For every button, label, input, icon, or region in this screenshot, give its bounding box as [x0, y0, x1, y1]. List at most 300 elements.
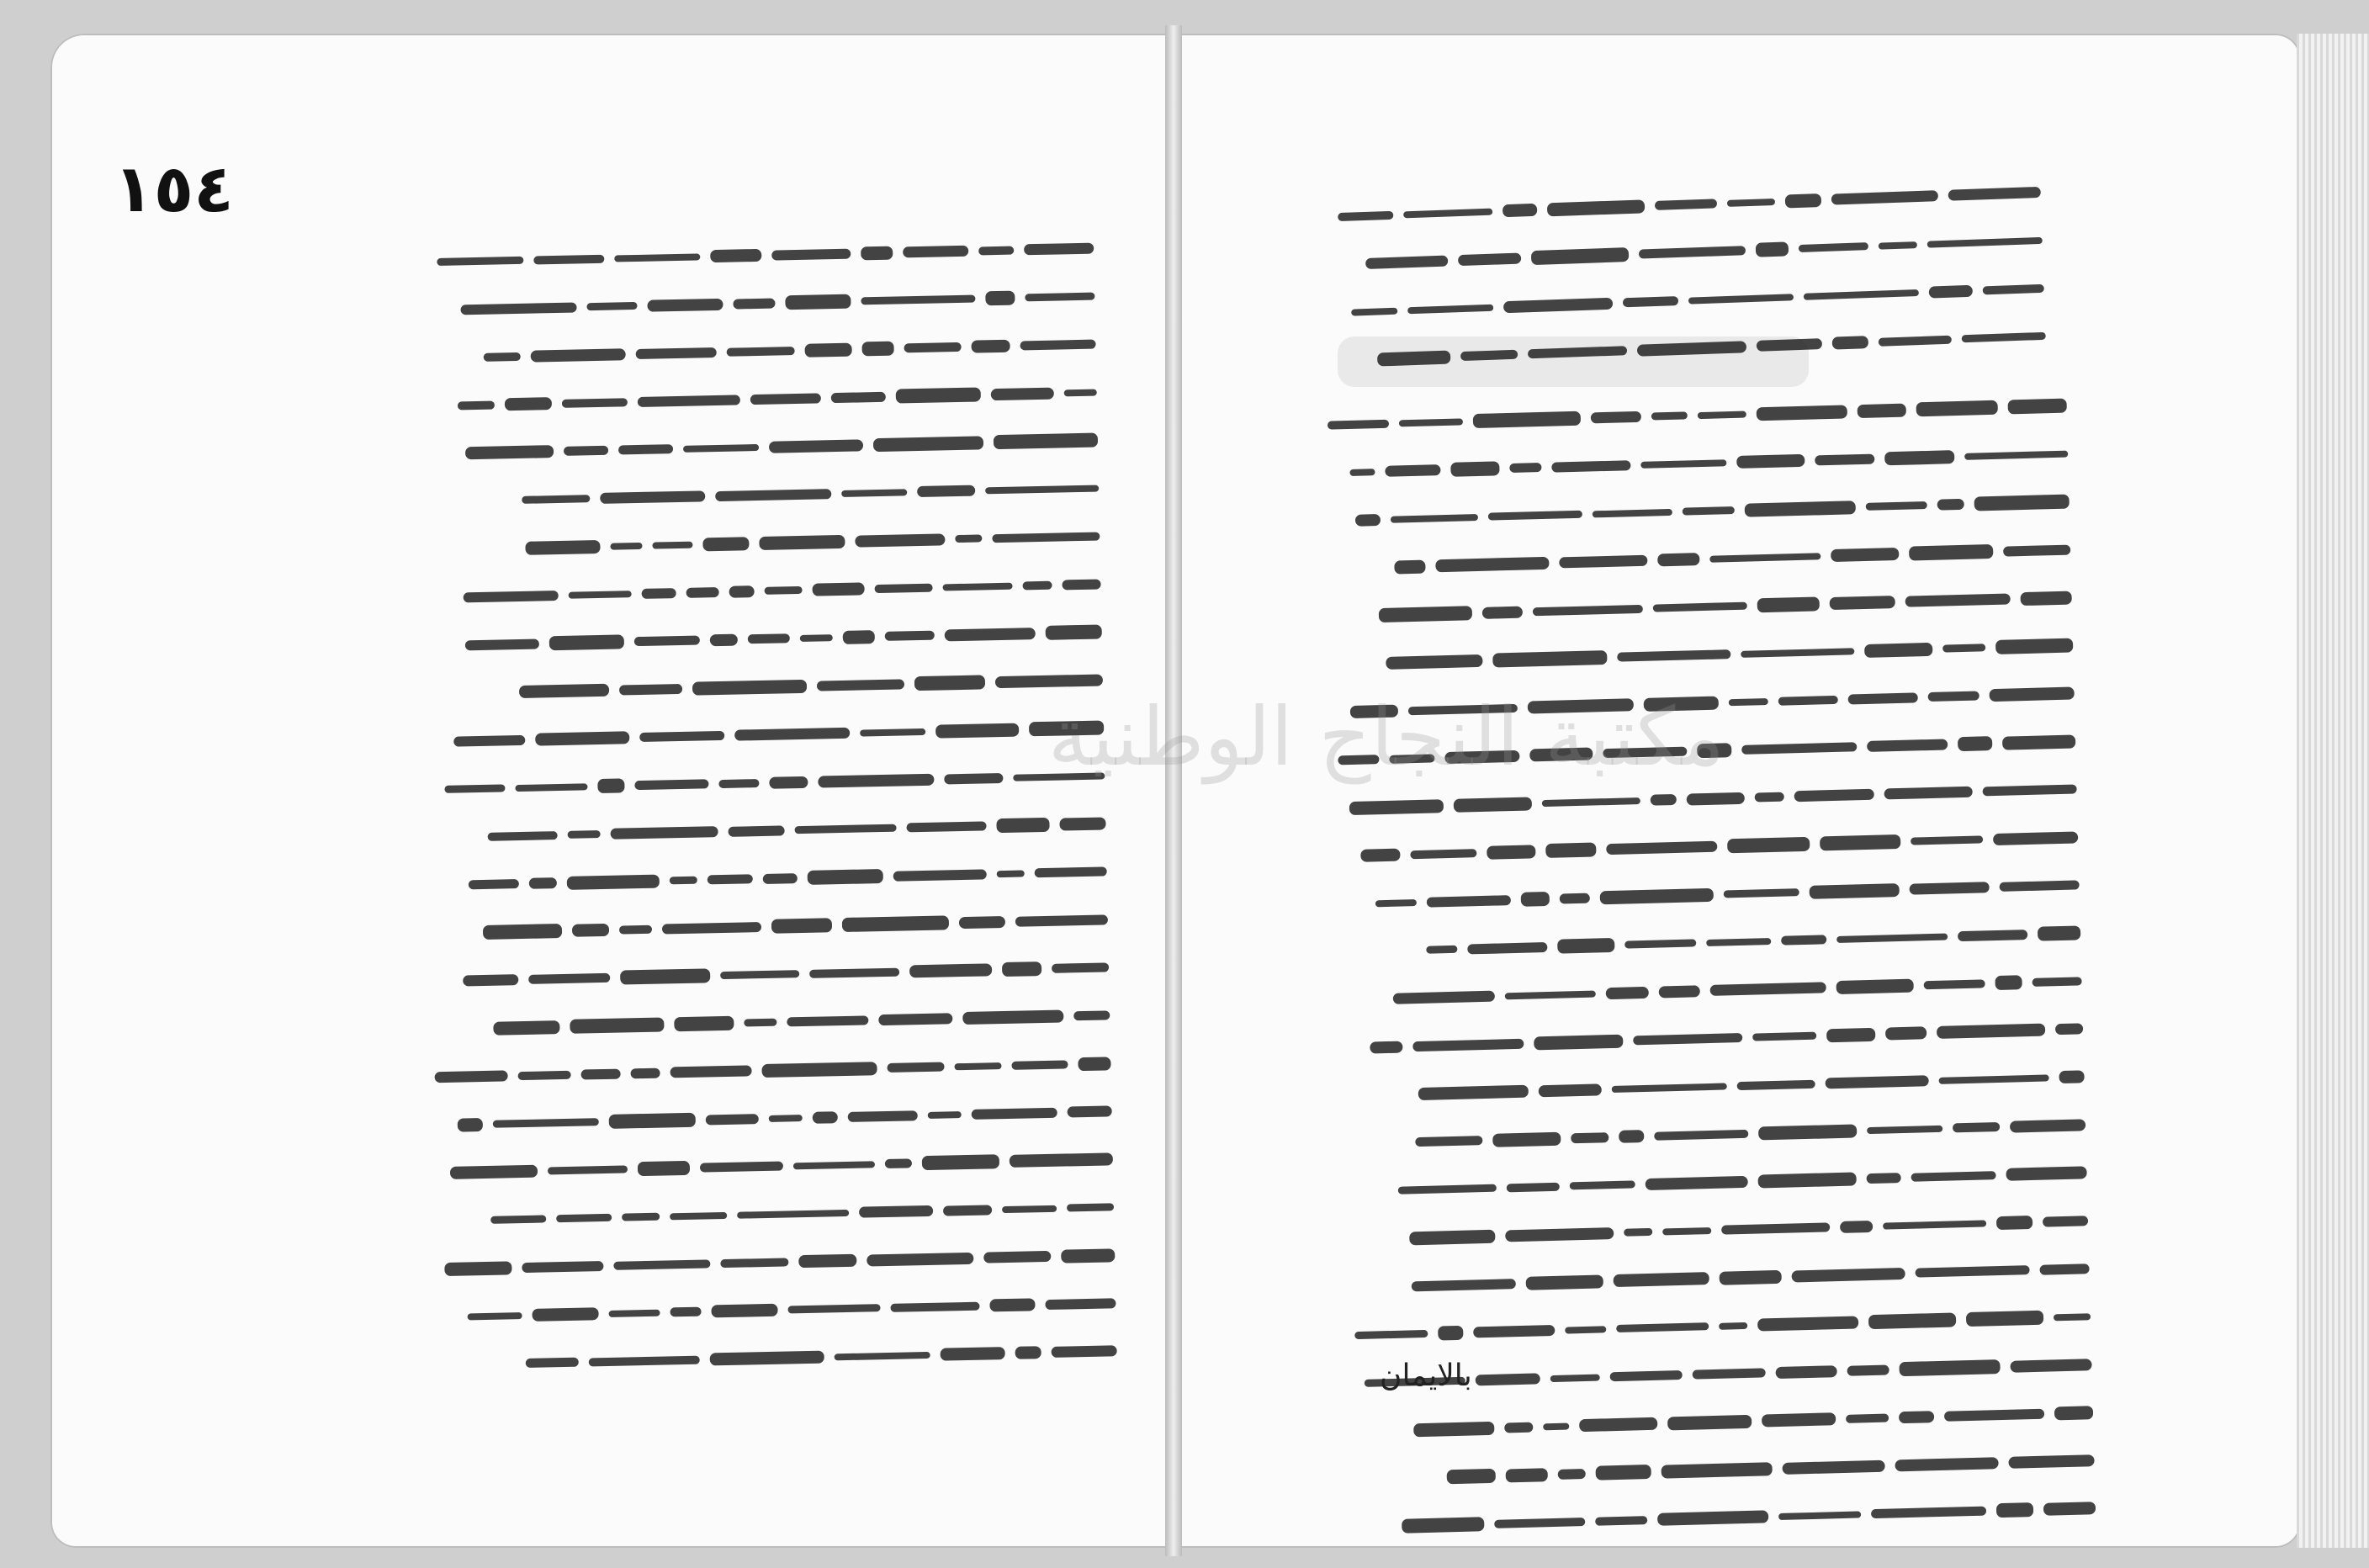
handwritten-word [1962, 332, 2046, 342]
handwritten-word [490, 1215, 546, 1223]
handwritten-word [991, 387, 1054, 400]
handwritten-word [1600, 887, 1714, 904]
handwritten-word [1002, 961, 1041, 977]
handwritten-word [639, 731, 724, 742]
handwritten-word [611, 826, 718, 840]
handwritten-word [515, 783, 587, 792]
handwritten-word [548, 1165, 628, 1174]
handwritten-word [1386, 654, 1482, 670]
handwritten-word [1550, 1374, 1600, 1382]
handwritten-word [1924, 979, 1985, 989]
handwritten-word [1407, 304, 1493, 314]
handwritten-word [1426, 946, 1457, 954]
handwritten-word [1375, 899, 1417, 907]
handwritten-word [997, 870, 1025, 877]
handwritten-word [619, 924, 652, 934]
handwritten-word [1494, 1518, 1585, 1528]
handwritten-word [569, 591, 632, 599]
handwritten-word [1729, 698, 1768, 706]
handwritten-word [1606, 986, 1649, 999]
handwritten-word [1706, 938, 1771, 946]
handwritten-word [642, 588, 676, 599]
handwritten-word [670, 1065, 751, 1078]
handwritten-word [1412, 1038, 1524, 1051]
handwritten-word [1467, 941, 1547, 953]
handwritten-word [761, 1062, 877, 1078]
handwritten-word [945, 628, 1036, 641]
handwritten-word [493, 1118, 599, 1128]
handwritten-word [469, 879, 519, 889]
handwritten-word [1616, 1322, 1709, 1332]
handwritten-word [1778, 695, 1838, 705]
handwritten-word [636, 347, 717, 358]
handwritten-word [686, 587, 719, 598]
handwritten-word [622, 1213, 660, 1221]
handwritten-word [1612, 1083, 1727, 1093]
handwritten-word [568, 830, 601, 839]
handwritten-word [2054, 1406, 2093, 1420]
handwritten-word [580, 1068, 620, 1079]
handwritten-word [1487, 845, 1535, 860]
handwritten-word [729, 585, 754, 598]
handwritten-word [519, 684, 609, 698]
handwritten-word [1476, 1373, 1540, 1385]
handwritten-word [1011, 1060, 1068, 1069]
handwritten-word [1698, 411, 1746, 419]
handwritten-word [1661, 1462, 1772, 1478]
handwritten-word [613, 1259, 710, 1269]
handwritten-word [1757, 1316, 1858, 1331]
handwritten-word [798, 1254, 856, 1268]
handwritten-word [1899, 1359, 2000, 1376]
handwritten-word [942, 582, 1012, 591]
handwritten-word [1752, 1032, 1816, 1041]
handwritten-word [2043, 1502, 2096, 1516]
handwritten-word [1709, 553, 1820, 562]
handwritten-word [787, 1304, 880, 1313]
handwritten-word [1507, 1182, 1560, 1192]
handwritten-word [887, 1062, 944, 1073]
handwritten-word [522, 1261, 603, 1273]
handwritten-word [855, 533, 945, 547]
handwritten-word [1412, 1279, 1516, 1291]
handwritten-word [1639, 246, 1746, 258]
handwritten-word [972, 1107, 1057, 1119]
handwritten-word [1410, 849, 1476, 859]
handwritten-word [1064, 389, 1097, 396]
handwritten-word [1619, 1130, 1644, 1143]
handwritten-word [525, 539, 600, 554]
handwritten-word [1355, 514, 1381, 527]
handwritten-word [529, 877, 557, 889]
handwritten-word [861, 295, 975, 305]
handwritten-word [589, 1355, 700, 1366]
handwritten-word [763, 873, 798, 884]
handwritten-word [1624, 939, 1696, 948]
handwritten-word [2010, 1359, 2091, 1373]
handwritten-word [1506, 1468, 1548, 1482]
handwritten-word [1521, 892, 1550, 907]
handwritten-word [1045, 1298, 1116, 1310]
handwritten-word [562, 398, 628, 408]
handwritten-word [896, 387, 981, 403]
handwritten-word [608, 1309, 660, 1316]
handwritten-word [683, 443, 759, 452]
handwritten-word [484, 352, 521, 361]
handwritten-word [1067, 1203, 1114, 1211]
handwritten-word [1415, 1136, 1482, 1147]
handwritten-word [996, 818, 1049, 833]
handwritten-word [458, 400, 495, 410]
handwritten-word [1354, 1330, 1428, 1339]
handwritten-word [1832, 336, 1868, 349]
handwritten-word [567, 874, 660, 889]
handwritten-word [922, 1154, 999, 1170]
handwritten-word [1509, 463, 1541, 473]
handwritten-word [917, 485, 975, 497]
handwritten-word [1879, 335, 1952, 346]
handwritten-word [692, 679, 807, 695]
handwritten-word [1688, 294, 1794, 304]
handwritten-word [1539, 1083, 1602, 1097]
handwritten-word [1693, 1368, 1766, 1379]
handwritten-word [971, 340, 1010, 353]
handwritten-word [1791, 1267, 1905, 1282]
handwritten-word [1836, 933, 1948, 942]
handwritten-word [2032, 977, 2081, 987]
handwritten-word [2059, 1070, 2084, 1083]
handwritten-word [903, 246, 968, 258]
handwritten-word [1391, 513, 1478, 522]
handwritten-word [1826, 1027, 1875, 1042]
handwritten-word [1804, 289, 1919, 300]
handwritten-word [748, 633, 790, 644]
handwritten-word [1871, 1507, 1986, 1519]
book-gutter [1165, 25, 1182, 1556]
handwritten-word [2002, 734, 2075, 750]
handwritten-word [1022, 580, 1052, 590]
handwritten-word [737, 1209, 849, 1218]
handwritten-word [1398, 1184, 1497, 1195]
handwritten-word [1830, 596, 1895, 610]
handwritten-word [465, 445, 554, 459]
handwritten-word [962, 1010, 1063, 1025]
handwritten-word [1999, 880, 2079, 891]
handwritten-word [1015, 914, 1108, 926]
handwritten-word [978, 246, 1014, 255]
handwritten-word [1737, 1079, 1815, 1089]
handwritten-word [1651, 411, 1688, 420]
handwritten-word [1035, 866, 1107, 877]
handwritten-word [505, 397, 552, 411]
handwritten-word [1558, 1469, 1586, 1480]
handwritten-word [1836, 978, 1913, 993]
handwritten-word [861, 342, 893, 357]
handwritten-word [1867, 739, 1948, 752]
handwritten-word [1528, 346, 1627, 358]
handwritten-word [618, 444, 673, 454]
handwritten-word [1370, 1041, 1402, 1053]
handwritten-word [1492, 650, 1607, 668]
handwritten-word [809, 967, 899, 977]
handwritten-word [793, 1161, 875, 1169]
handwritten-word [994, 433, 1098, 450]
handwritten-word [867, 1252, 973, 1266]
handwritten-word [812, 582, 864, 596]
handwritten-word [715, 489, 831, 501]
handwritten-word [1624, 1228, 1652, 1237]
handwritten-word [1846, 1413, 1889, 1422]
handwritten-word [1724, 888, 1799, 898]
handwritten-word [1815, 453, 1874, 465]
handwritten-word [800, 634, 833, 642]
handwritten-word [1393, 991, 1495, 1004]
handwritten-word [710, 249, 761, 262]
handwritten-word [2007, 399, 2066, 415]
handwritten-word [1640, 459, 1726, 469]
handwritten-word [885, 1158, 912, 1168]
handwritten-word [465, 638, 539, 650]
handwritten-word [1593, 508, 1672, 516]
handwritten-word [638, 395, 740, 407]
handwritten-word [1944, 1408, 2044, 1421]
handwritten-word [1534, 1034, 1623, 1050]
handwritten-word [1571, 1132, 1608, 1143]
handwritten-word [2039, 1263, 2089, 1275]
handwritten-word [1799, 242, 1868, 252]
handwritten-word [435, 1070, 508, 1083]
handwritten-word [1948, 187, 2041, 201]
handwritten-word [670, 877, 697, 885]
handwritten-word [1657, 553, 1699, 566]
handwritten-word [787, 1015, 868, 1026]
handwritten-word [1905, 593, 2011, 607]
catchword: بالايمان [1380, 1359, 1472, 1393]
handwritten-word [1633, 1033, 1742, 1045]
handwritten-word [1595, 1516, 1647, 1526]
handwritten-word [458, 1118, 483, 1132]
handwritten-word [1989, 686, 2074, 702]
handwritten-word [2010, 1119, 2085, 1132]
handwritten-word [785, 294, 851, 310]
handwritten-word [728, 825, 784, 836]
handwritten-word [634, 635, 700, 646]
handwritten-word [1831, 190, 1938, 204]
handwritten-word [1810, 883, 1900, 899]
handwritten-word [1937, 1024, 2045, 1039]
handwritten-word [533, 254, 604, 264]
handwritten-word [1526, 1274, 1603, 1290]
handwritten-word [1473, 411, 1581, 428]
handwritten-word [1447, 1469, 1496, 1485]
handwritten-word [1349, 469, 1375, 476]
handwritten-word [708, 874, 753, 884]
handwritten-word [720, 970, 799, 979]
handwritten-word [468, 1312, 522, 1320]
handwritten-word [610, 542, 642, 549]
handwritten-word [706, 1114, 759, 1125]
handwritten-word [1015, 1346, 1041, 1359]
handwritten-word [1775, 1365, 1836, 1379]
handwritten-word [522, 495, 590, 504]
handwritten-word [528, 973, 610, 984]
handwritten-word [904, 342, 962, 352]
handwritten-word [1864, 642, 1932, 657]
handwritten-word [769, 776, 808, 788]
handwritten-word [630, 1067, 660, 1078]
handwritten-word [720, 1258, 788, 1268]
handwritten-word [614, 253, 700, 262]
handwritten-word [1937, 499, 1964, 511]
handwritten-word [1542, 797, 1640, 807]
handwritten-word [1757, 596, 1820, 612]
handwritten-word [1059, 817, 1105, 830]
handwritten-word [1820, 834, 1900, 851]
handwritten-word [1916, 400, 1998, 417]
handwritten-word [1683, 506, 1735, 516]
handwritten-word [1547, 199, 1645, 216]
handwritten-word [1899, 1411, 1934, 1423]
handwritten-word [1617, 649, 1730, 662]
handwritten-word [1662, 1226, 1711, 1235]
handwritten-word [813, 1111, 838, 1124]
handwritten-word [1654, 1129, 1748, 1140]
handwritten-word [1927, 236, 2043, 247]
handwritten-word [885, 631, 935, 641]
handwritten-word [1974, 495, 2069, 511]
handwritten-word [1866, 501, 1927, 511]
handwritten-word [1073, 1010, 1110, 1020]
handwritten-word [1458, 253, 1521, 267]
handwritten-word [1460, 350, 1518, 361]
handwritten-word [2006, 1166, 2086, 1181]
handwritten-word [771, 918, 832, 934]
handwritten-word [2003, 544, 2070, 556]
handwritten-word [1885, 1026, 1926, 1040]
handwritten-word [670, 1307, 701, 1317]
handwritten-word [955, 534, 982, 543]
handwritten-word [1895, 1457, 1998, 1471]
handwritten-word [1915, 1265, 2029, 1278]
handwritten-word [1052, 1345, 1117, 1358]
handwritten-word [1551, 460, 1630, 472]
handwritten-word [1983, 784, 2077, 796]
handwritten-word [2008, 1454, 2094, 1469]
handwritten-word [985, 485, 1099, 494]
handwritten-word [750, 393, 821, 405]
handwritten-word [1560, 893, 1590, 903]
handwritten-word [600, 490, 705, 504]
handwritten-word [1958, 930, 2027, 941]
handwritten-word [2043, 1216, 2088, 1226]
handwritten-word [1062, 579, 1100, 590]
handwritten-word [1502, 204, 1537, 217]
handwritten-word [928, 1111, 962, 1119]
handwritten-word [597, 778, 624, 793]
handwritten-word [1826, 1075, 1929, 1089]
handwritten-word [702, 537, 749, 551]
handwritten-word [1756, 241, 1789, 257]
handwritten-word [1867, 1125, 1942, 1133]
handwritten-word [890, 1301, 979, 1311]
handwritten-word [638, 1161, 690, 1176]
handwritten-word [842, 915, 949, 932]
handwritten-word [1488, 511, 1582, 521]
handwritten-word [878, 1013, 952, 1025]
handwritten-word [570, 1017, 664, 1033]
handwritten-word [1052, 962, 1109, 972]
handwritten-word [861, 246, 893, 260]
handwritten-word [453, 734, 525, 746]
handwritten-word [710, 633, 738, 646]
handwritten-word [1610, 1370, 1683, 1381]
handwritten-word [1848, 692, 1918, 704]
handwritten-word [1831, 548, 1899, 562]
handwritten-word [518, 1070, 571, 1079]
handwritten-word [652, 541, 692, 548]
handwritten-word [1473, 1325, 1555, 1338]
handwritten-word [841, 489, 907, 497]
handwritten-word [2055, 1023, 2083, 1035]
handwritten-word [1385, 464, 1440, 477]
handwritten-word [532, 1307, 598, 1322]
handwritten-word [985, 291, 1015, 306]
handwritten-word [1840, 1220, 1873, 1232]
handwritten-word [733, 298, 775, 309]
handwritten-word [1061, 1248, 1115, 1263]
handwritten-word [1570, 1180, 1635, 1189]
handwritten-word [1078, 1057, 1110, 1071]
handwritten-word [1884, 787, 1973, 800]
right-page-top-text-block [1305, 168, 2051, 386]
handwritten-word [710, 1351, 824, 1366]
handwritten-word [909, 963, 992, 977]
handwritten-word [444, 784, 505, 793]
handwritten-word [1858, 403, 1906, 418]
handwritten-word [1762, 1412, 1836, 1427]
handwritten-word [1651, 794, 1677, 806]
handwritten-word [1983, 283, 2044, 294]
handwritten-word [1454, 797, 1532, 812]
handwritten-word [1741, 648, 1854, 658]
handwritten-word [556, 1214, 612, 1222]
handwritten-word [619, 683, 682, 695]
handwritten-word [989, 1298, 1035, 1311]
handwritten-word [711, 1304, 777, 1318]
handwritten-word [1614, 1272, 1709, 1287]
handwritten-word [1503, 297, 1613, 313]
handwritten-word [1450, 461, 1499, 477]
handwritten-word [744, 1019, 776, 1027]
handwritten-word [1351, 307, 1397, 315]
handwritten-word [1966, 1311, 2043, 1327]
handwritten-word [493, 1020, 559, 1036]
handwritten-word [620, 968, 710, 984]
handwritten-word [1667, 1414, 1752, 1430]
handwritten-word [1794, 789, 1874, 802]
handwritten-word [1360, 849, 1400, 862]
handwritten-word [1533, 604, 1643, 615]
handwritten-word [1929, 284, 1973, 298]
handwritten-word [1911, 1171, 1996, 1182]
handwritten-word [1964, 450, 2068, 459]
handwritten-word [954, 1062, 1001, 1070]
handwritten-word [1942, 644, 1985, 652]
handwritten-word [2020, 591, 2071, 606]
handwritten-word [1402, 1517, 1484, 1534]
handwritten-word [437, 257, 523, 266]
handwritten-word [2054, 1313, 2091, 1321]
